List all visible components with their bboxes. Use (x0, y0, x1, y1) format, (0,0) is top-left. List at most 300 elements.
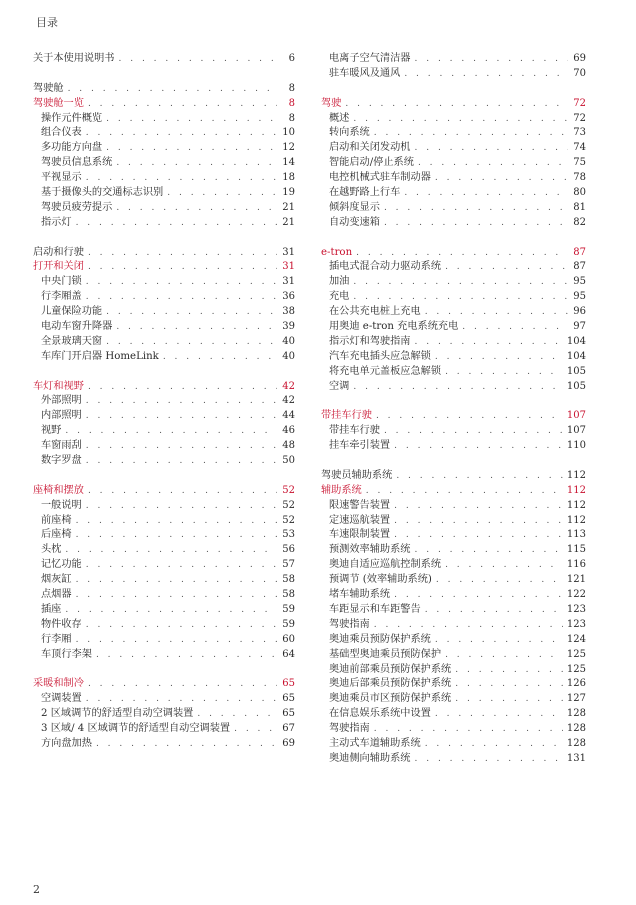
leader-dots (88, 484, 277, 499)
toc-entry-title: 智能启动/停止系统 (329, 157, 414, 169)
leader-dots (384, 424, 563, 439)
toc-entry-title: 基于摄像头的交通标志识别 (41, 187, 164, 198)
toc-entry[interactable] (321, 573, 586, 588)
toc-entry[interactable] (33, 305, 295, 320)
leader-dots (345, 97, 568, 112)
leader-dots (65, 424, 277, 439)
toc-entry-page: 21 (282, 201, 295, 213)
leader-dots (425, 603, 563, 618)
toc-entry-page: 10 (282, 127, 295, 139)
toc-entry-title: 点烟器 (41, 589, 72, 601)
leader-dots (425, 737, 563, 752)
toc-entry-page: 74 (573, 142, 586, 154)
toc-entry-page: 40 (282, 350, 295, 362)
toc-entry-title: 打开和关闭 (33, 261, 84, 273)
toc-entry-title: 后座椅 (41, 529, 72, 541)
toc-section-entry[interactable] (321, 246, 586, 261)
toc-entry-title: 空调 (329, 380, 350, 392)
toc-section-entry[interactable] (33, 677, 295, 692)
toc-entry-title: 车距显示和车距警告 (329, 603, 421, 615)
toc-entry[interactable] (33, 290, 295, 305)
toc-entry-title: 空调装置 (41, 693, 82, 705)
leader-dots (86, 290, 277, 305)
leader-dots (445, 365, 563, 380)
section-gap (33, 231, 295, 246)
toc-entry-title: 物件收存 (41, 618, 82, 630)
toc-entry-page: 56 (282, 544, 295, 556)
leader-dots (86, 171, 277, 186)
toc-left-column (33, 52, 295, 752)
toc-entry[interactable] (321, 156, 586, 171)
toc-entry-title: 奥迪后部乘员预防保护系统 (329, 678, 452, 690)
toc-entry[interactable] (33, 633, 295, 648)
toc-entry-title: 启动和关闭发动机 (329, 142, 411, 154)
toc-entry-title: 奥迪前部乘员预防保护系统 (329, 663, 452, 675)
toc-entry[interactable] (321, 558, 586, 573)
toc-entry-title: 预调节 (效率辅助系统) (329, 574, 432, 586)
toc-entry[interactable] (33, 409, 295, 424)
toc-entry-page: 125 (566, 663, 586, 675)
toc-entry-page: 31 (282, 246, 295, 258)
leader-dots (86, 558, 277, 573)
toc-entry[interactable] (33, 588, 295, 603)
toc-entry-page: 131 (566, 752, 586, 764)
toc-entry-page: 64 (282, 648, 295, 660)
toc-entry-title: 驾驶员辅助系统 (321, 469, 393, 481)
toc-entry-page: 48 (282, 440, 295, 452)
leader-dots (415, 752, 563, 767)
toc-entry[interactable] (321, 677, 586, 692)
toc-entry-title: 车速限制装置 (329, 529, 391, 541)
leader-dots (425, 305, 568, 320)
leader-dots (455, 663, 563, 678)
section-gap (321, 454, 586, 469)
toc-entry-page: 59 (282, 618, 295, 630)
toc-entry[interactable] (33, 335, 295, 350)
toc-entry-title: 车顶行李架 (41, 648, 92, 660)
toc-section-entry[interactable] (321, 484, 586, 499)
toc-entry[interactable] (33, 618, 295, 633)
toc-entry[interactable] (321, 663, 586, 678)
leader-dots (96, 648, 277, 663)
leader-dots (88, 260, 277, 275)
toc-entry[interactable] (321, 752, 586, 767)
leader-dots (374, 722, 563, 737)
toc-entry-page: 46 (282, 425, 295, 437)
toc-entry-page: 123 (566, 603, 586, 615)
leader-dots (86, 394, 277, 409)
toc-entry[interactable] (321, 707, 586, 722)
toc-entry[interactable] (321, 380, 586, 395)
toc-entry-page: 73 (573, 127, 586, 139)
leader-dots (356, 246, 568, 261)
toc-entry-page: 59 (282, 603, 295, 615)
section-gap (33, 469, 295, 484)
toc-entry-title: 挂车牵引装置 (329, 440, 391, 452)
toc-entry-page: 104 (566, 335, 586, 347)
section-gap (321, 231, 586, 246)
toc-entry-title: 转向系统 (329, 127, 370, 139)
toc-entry[interactable] (321, 648, 586, 663)
toc-entry-title: 驾驶员信息系统 (41, 157, 113, 169)
toc-entry-title: 在信息娱乐系统中设置 (329, 708, 431, 720)
toc-section-entry[interactable] (321, 97, 586, 112)
leader-dots (116, 320, 277, 335)
toc-section-entry[interactable] (33, 260, 295, 275)
page-header: 目录 (36, 16, 58, 29)
toc-entry[interactable] (321, 499, 586, 514)
leader-dots (106, 141, 277, 156)
leader-dots (116, 201, 277, 216)
toc-entry-title: 儿童保险功能 (41, 306, 103, 318)
leader-dots (76, 588, 277, 603)
toc-entry-page: 123 (566, 618, 586, 630)
toc-section-entry[interactable] (33, 97, 295, 112)
leader-dots (404, 67, 568, 82)
leader-dots (65, 543, 277, 558)
toc-entry-page: 50 (282, 455, 295, 467)
toc-entry-title: 预测效率辅助系统 (329, 544, 411, 556)
toc-section-entry[interactable] (321, 469, 586, 484)
toc-entry-title: 奥迪自适应巡航控制系统 (329, 559, 442, 571)
toc-entry-page: 12 (282, 142, 295, 154)
toc-entry-page: 44 (282, 410, 295, 422)
toc-entry-page: 65 (282, 678, 295, 690)
toc-entry-title: 插电式混合动力驱动系统 (329, 261, 442, 273)
leader-dots (418, 156, 568, 171)
toc-entry-title: 启动和行驶 (33, 246, 84, 258)
toc-entry[interactable] (33, 543, 295, 558)
toc-entry-title: 头枕 (41, 544, 62, 556)
toc-entry[interactable] (33, 275, 295, 290)
toc-entry[interactable] (33, 573, 295, 588)
leader-dots (88, 246, 277, 261)
leader-dots (76, 216, 277, 231)
toc-entry[interactable] (33, 648, 295, 663)
toc-entry-title: 驾驶舱 (33, 82, 64, 94)
toc-entry-page: 69 (573, 52, 586, 64)
leader-dots (106, 112, 277, 127)
toc-entry-title: 驻车暖风及通风 (329, 67, 401, 79)
toc-entry-title: 自动变速箱 (329, 216, 380, 228)
toc-section-entry[interactable] (321, 409, 586, 424)
leader-dots (394, 514, 563, 529)
toc-entry[interactable] (321, 543, 586, 558)
toc-entry-title: 带挂车行驶 (329, 425, 380, 437)
toc-entry-title: 内部照明 (41, 410, 82, 422)
toc-entry[interactable] (33, 171, 295, 186)
leader-dots (396, 469, 563, 484)
toc-entry-title: 操作元件概览 (41, 112, 103, 124)
leader-dots (167, 186, 277, 201)
leader-dots (86, 692, 277, 707)
toc-entry-page: 87 (573, 261, 586, 273)
toc-entry[interactable] (321, 141, 586, 156)
toc-entry-title: 记忆功能 (41, 559, 82, 571)
leader-dots (116, 156, 277, 171)
leader-dots (455, 692, 563, 707)
toc-section-entry[interactable] (33, 380, 295, 395)
toc-entry-title: 中央门锁 (41, 276, 82, 288)
toc-entry[interactable] (321, 588, 586, 603)
toc-entry[interactable] (321, 320, 586, 335)
toc-entry-title: 关于本使用说明书 (33, 52, 115, 64)
toc-entry[interactable] (33, 439, 295, 454)
toc-entry-title: 3 区域/ 4 区域调节的舒适型自动空调装置 (41, 723, 231, 735)
toc-entry[interactable] (321, 529, 586, 544)
toc-entry-title: 车窗雨刮 (41, 440, 82, 452)
toc-entry-page: 31 (282, 276, 295, 288)
toc-entry-page: 8 (288, 82, 295, 94)
toc-entry[interactable] (321, 633, 586, 648)
leader-dots (394, 528, 563, 543)
toc-entry-page: 18 (282, 172, 295, 184)
toc-entry-page: 38 (282, 306, 295, 318)
toc-entry-title: 将充电单元盖板应急解锁 (329, 365, 442, 377)
toc-entry[interactable] (321, 335, 586, 350)
toc-entry-title: 电离子空气清洁器 (329, 52, 411, 64)
toc-section-entry[interactable] (33, 52, 295, 67)
leader-dots (435, 350, 563, 365)
leader-dots (68, 82, 277, 97)
toc-entry[interactable] (33, 424, 295, 439)
toc-entry-title: e-tron (321, 246, 353, 258)
toc-entry[interactable] (33, 529, 295, 544)
toc-entry-title: 加油 (329, 276, 350, 288)
toc-entry-page: 42 (282, 395, 295, 407)
toc-entry[interactable] (321, 171, 586, 186)
leader-dots (394, 588, 563, 603)
toc-entry-page: 75 (573, 157, 586, 169)
leader-dots (88, 380, 277, 395)
toc-entry-page: 60 (282, 633, 295, 645)
leader-dots (415, 52, 569, 67)
toc-entry-title: 驾驶 (321, 97, 342, 109)
leader-dots (462, 320, 568, 335)
toc-entry-title: 车灯和视野 (33, 380, 84, 392)
toc-entry[interactable] (321, 514, 586, 529)
toc-entry[interactable] (321, 260, 586, 275)
toc-entry-title: 2 区域调节的舒适型自动空调装置 (41, 708, 194, 720)
toc-entry-page: 112 (566, 499, 586, 511)
toc-entry[interactable] (33, 320, 295, 335)
toc-entry[interactable] (33, 201, 295, 216)
toc-entry-page: 21 (282, 216, 295, 228)
toc-entry[interactable] (33, 603, 295, 618)
toc-entry-page: 42 (282, 380, 295, 392)
toc-entry[interactable] (321, 424, 586, 439)
toc-entry-page: 81 (573, 201, 586, 213)
toc-entry[interactable] (321, 603, 586, 618)
toc-entry-title: 驾驶指南 (329, 723, 370, 735)
toc-entry-page: 112 (566, 484, 586, 496)
toc-entry-title: 一般说明 (41, 499, 82, 511)
toc-entry-title: 辅助系统 (321, 484, 362, 496)
toc-entry-title: 座椅和摆放 (33, 484, 84, 496)
toc-entry-page: 125 (566, 648, 586, 660)
toc-entry[interactable] (33, 454, 295, 469)
toc-entry-page: 72 (573, 112, 586, 124)
leader-dots (445, 260, 568, 275)
toc-entry[interactable] (33, 394, 295, 409)
toc-entry[interactable] (33, 558, 295, 573)
leader-dots (65, 603, 277, 618)
toc-entry-page: 107 (566, 425, 586, 437)
leader-dots (394, 499, 563, 514)
toc-entry[interactable] (321, 52, 586, 67)
leader-dots (76, 514, 277, 529)
toc-entry-page: 122 (566, 589, 586, 601)
toc-section-entry[interactable] (33, 246, 295, 261)
toc-entry[interactable] (321, 67, 586, 82)
page-number: 2 (33, 883, 40, 896)
toc-entry[interactable] (33, 737, 295, 752)
toc-entry[interactable] (321, 216, 586, 231)
section-gap (321, 394, 586, 409)
toc-entry-page: 116 (566, 559, 586, 571)
toc-entry-page: 105 (566, 380, 586, 392)
toc-entry-page: 128 (566, 737, 586, 749)
toc-entry-page: 126 (566, 678, 586, 690)
toc-entry-title: 外部照明 (41, 395, 82, 407)
leader-dots (96, 737, 277, 752)
toc-entry[interactable] (321, 290, 586, 305)
toc-entry-page: 82 (573, 216, 586, 228)
leader-dots (435, 633, 563, 648)
toc-entry[interactable] (33, 350, 295, 365)
toc-entry-title: 指示灯和驾驶指南 (329, 335, 411, 347)
toc-entry-title: 电动车窗升降器 (41, 321, 113, 333)
section-gap (33, 365, 295, 380)
toc-entry-title: 汽车充电插头应急解锁 (329, 350, 431, 362)
leader-dots (88, 677, 277, 692)
toc-entry-page: 87 (573, 246, 586, 258)
leader-dots (106, 335, 277, 350)
toc-section-entry[interactable] (33, 82, 295, 97)
toc-entry[interactable] (321, 305, 586, 320)
toc-entry-title: 车库门开启器 HomeLink (41, 350, 159, 362)
toc-entry-title: 行李厢 (41, 633, 72, 645)
toc-entry-title: 驾驶指南 (329, 618, 370, 630)
toc-entry-page: 52 (282, 484, 295, 496)
toc-entry-title: 驾驶员疲劳提示 (41, 201, 113, 213)
toc-entry-page: 65 (282, 693, 295, 705)
toc-entry-page: 112 (566, 469, 586, 481)
leader-dots (415, 141, 569, 156)
toc-entry[interactable] (33, 514, 295, 529)
toc-entry[interactable] (33, 141, 295, 156)
toc-entry[interactable] (33, 692, 295, 707)
toc-entry[interactable] (321, 126, 586, 141)
toc-entry-title: 在越野路上行车 (329, 187, 401, 198)
toc-entry-page: 53 (282, 529, 295, 541)
toc-entry-page: 128 (566, 708, 586, 720)
toc-entry[interactable] (321, 722, 586, 737)
toc-entry[interactable] (33, 722, 295, 737)
toc-entry-title: 电控机械式驻车制动器 (329, 172, 431, 184)
toc-entry-page: 105 (566, 365, 586, 377)
toc-entry[interactable] (321, 275, 586, 290)
section-gap (33, 663, 295, 678)
leader-dots (197, 707, 277, 722)
toc-entry-page: 67 (282, 723, 295, 735)
toc-entry[interactable] (321, 112, 586, 127)
toc-entry-page: 128 (566, 723, 586, 735)
toc-entry-page: 14 (282, 157, 295, 169)
toc-entry[interactable] (33, 499, 295, 514)
toc-entry-title: 方向盘加热 (41, 737, 92, 749)
toc-entry-title: 数字罗盘 (41, 455, 82, 467)
leader-dots (86, 499, 277, 514)
toc-entry[interactable] (321, 201, 586, 216)
toc-entry-page: 121 (566, 574, 586, 586)
leader-dots (86, 409, 277, 424)
toc-entry-page: 36 (282, 291, 295, 303)
toc-entry-title: 奥迪侧向辅助系统 (329, 752, 411, 764)
toc-entry[interactable] (33, 156, 295, 171)
leader-dots (415, 543, 563, 558)
toc-entry-page: 19 (282, 187, 295, 198)
toc-entry[interactable] (321, 737, 586, 752)
toc-entry-page: 127 (566, 693, 586, 705)
toc-entry-page: 31 (282, 261, 295, 273)
toc-entry[interactable] (321, 350, 586, 365)
toc-entry-title: 概述 (329, 112, 350, 124)
leader-dots (445, 648, 563, 663)
toc-entry[interactable] (33, 186, 295, 201)
toc-entry-page: 107 (566, 410, 586, 422)
toc-entry-title: 驾驶舱一览 (33, 97, 84, 109)
toc-entry[interactable] (321, 186, 586, 201)
leader-dots (106, 305, 277, 320)
toc-entry-page: 96 (573, 306, 586, 318)
toc-entry[interactable] (33, 216, 295, 231)
leader-dots (163, 350, 277, 365)
toc-section-entry[interactable] (33, 484, 295, 499)
leader-dots (86, 275, 277, 290)
section-gap (33, 67, 295, 82)
toc-entry[interactable] (321, 692, 586, 707)
toc-entry-page: 95 (573, 276, 586, 288)
toc-entry-page: 65 (282, 708, 295, 720)
toc-entry-page: 40 (282, 335, 295, 347)
toc-entry-page: 39 (282, 321, 295, 333)
toc-entry-title: 视野 (41, 425, 62, 437)
toc-entry-page: 124 (566, 633, 586, 645)
toc-entry[interactable] (321, 365, 586, 380)
leader-dots (445, 558, 563, 573)
leader-dots (353, 275, 568, 290)
toc-entry-page: 69 (282, 737, 295, 749)
toc-entry-page: 110 (566, 440, 586, 452)
toc-entry-title: 基础型奥迪乘员预防保护 (329, 648, 442, 660)
toc-entry[interactable] (33, 707, 295, 722)
toc-entry-page: 115 (566, 544, 586, 556)
toc-entry[interactable] (33, 112, 295, 127)
leader-dots (76, 633, 277, 648)
toc-entry[interactable] (33, 126, 295, 141)
toc-entry-page: 70 (573, 67, 586, 79)
toc-entry-title: 堵车辅助系统 (329, 589, 391, 601)
leader-dots (376, 409, 563, 424)
toc-entry[interactable] (321, 439, 586, 454)
toc-entry[interactable] (321, 618, 586, 633)
toc-entry-title: 平视显示 (41, 172, 82, 184)
toc-entry-title: 前座椅 (41, 514, 72, 526)
toc-entry-title: 带挂车行驶 (321, 410, 372, 422)
toc-entry-title: 用奥迪 e-tron 充电系统充电 (329, 321, 459, 333)
toc-entry-title: 插座 (41, 603, 62, 615)
